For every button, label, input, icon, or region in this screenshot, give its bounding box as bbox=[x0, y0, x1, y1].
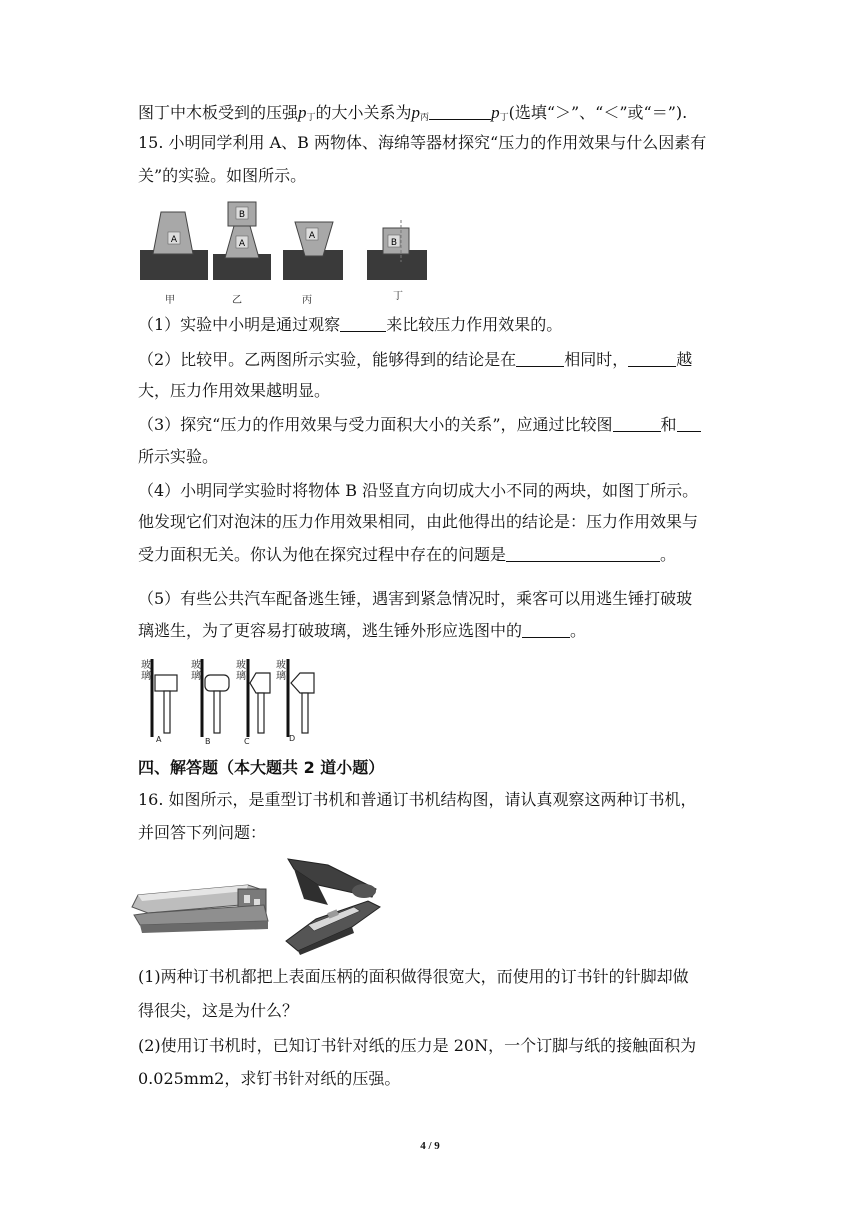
text-segment: 来比较压力作用效果的。 bbox=[386, 315, 563, 334]
block-b-label: B bbox=[238, 210, 246, 220]
subquestion-4-line-1: （4）小明同学实验时将物体 B 沿竖直方向切成大小不同的两块，如图丁所示。 bbox=[138, 481, 699, 500]
text-segment: （3）探究“压力的作用效果与受力面积大小的关系”，应通过比较图 bbox=[138, 415, 613, 434]
block-a-label: A bbox=[170, 235, 178, 245]
subscript: 丙 bbox=[420, 113, 430, 123]
figure-label-ding: 丁 bbox=[393, 291, 403, 302]
question-16-part-1-line-1: (1)两种订书机都把上表面压柄的面积做得很宽大，而使用的订书针的针脚却做 bbox=[138, 967, 689, 986]
section-heading: 四、解答题（本大题共 2 道小题） bbox=[138, 758, 385, 777]
answer-blank[interactable] bbox=[522, 621, 570, 638]
answer-blank[interactable] bbox=[340, 315, 386, 332]
glass-label: 玻璃 bbox=[191, 660, 201, 682]
hammer-handle-c bbox=[258, 693, 264, 733]
hammer-head-d bbox=[291, 673, 314, 693]
text-segment: 。 bbox=[660, 545, 677, 564]
glass-label: 玻璃 bbox=[236, 660, 246, 682]
figure-label-bing: 丙 bbox=[302, 295, 312, 306]
pressure-symbol: p bbox=[411, 103, 421, 122]
subquestion-3-line-2: 所示实验。 bbox=[138, 447, 219, 466]
block-b-label: B bbox=[390, 238, 398, 248]
normal-stapler bbox=[286, 859, 380, 955]
subscript: 丁 bbox=[306, 113, 316, 123]
subquestion-3-line-1 bbox=[138, 415, 701, 435]
pressure-experiment-figure bbox=[135, 198, 435, 303]
text-segment: 璃逃生，为了更容易打破玻璃，逃生锤外形应选图中的 bbox=[138, 621, 523, 640]
answer-blank[interactable] bbox=[613, 415, 661, 432]
hammer-handle-b bbox=[214, 691, 220, 733]
text-segment: 。 bbox=[570, 621, 587, 640]
question-15-line-1: 15. 小明同学利用 A、B 两物体、海绵等器材探究“压力的作用效果与什么因素有 bbox=[138, 133, 707, 152]
question-16-part-2-line-1: (2)使用订书机时，已知订书针对纸的压力是 20N，一个订脚与纸的接触面积为 bbox=[138, 1036, 697, 1055]
figure-label-yi: 乙 bbox=[232, 295, 242, 306]
answer-blank[interactable] bbox=[628, 350, 676, 367]
text-line-1 bbox=[138, 103, 687, 128]
question-16-part-1-line-2: 得很尖，这是为什么？ bbox=[138, 1001, 299, 1020]
option-label-d: D bbox=[289, 734, 296, 743]
subquestion-4-line-2: 他发现它们对泡沫的压力作用效果相同，由此他得出的结论是：压力作用效果与 bbox=[138, 512, 699, 531]
answer-blank[interactable] bbox=[677, 415, 701, 432]
question-15-line-2: 关”的实验。如图所示。 bbox=[138, 166, 307, 185]
text-segment: 图丁中木板受到的压强 bbox=[138, 103, 299, 122]
option-label-a: A bbox=[156, 735, 162, 744]
figure-label-jia: 甲 bbox=[165, 295, 175, 306]
answer-blank[interactable] bbox=[506, 545, 660, 562]
heavy-stapler bbox=[132, 885, 268, 933]
subscript: 丁 bbox=[499, 113, 509, 123]
answer-blank[interactable] bbox=[429, 103, 491, 120]
hammer-handle-d bbox=[302, 693, 308, 733]
text-segment: (选填“＞”、“＜”或“＝”). bbox=[508, 103, 688, 122]
subquestion-5-line-1: （5）有些公共汽车配备逃生锤，遇害到紧急情况时，乘客可以用逃生锤打破玻 bbox=[138, 589, 693, 608]
text-segment: 相同时， bbox=[564, 350, 629, 369]
text-segment: 和 bbox=[660, 415, 677, 434]
stapler-figure bbox=[128, 855, 408, 955]
page-number: 4 / 9 bbox=[420, 1140, 440, 1152]
text-segment: （2）比较甲。乙两图所示实验，能够得到的结论是在 bbox=[138, 350, 517, 369]
block-a-label: A bbox=[308, 231, 316, 241]
text-segment: 越 bbox=[676, 350, 693, 369]
hammer-head-b bbox=[205, 675, 229, 691]
option-label-b: B bbox=[205, 737, 211, 746]
subquestion-2-line-2: 大，压力作用效果越明显。 bbox=[138, 381, 331, 400]
text-segment: 的大小关系为 bbox=[315, 103, 412, 122]
subquestion-1 bbox=[138, 315, 562, 335]
pressure-symbol: p bbox=[298, 103, 307, 122]
text-segment: （1）实验中小明是通过观察 bbox=[138, 315, 341, 334]
text-segment: 受力面积无关。你认为他在探究过程中存在的问题是 bbox=[138, 545, 507, 564]
subquestion-2-line-1 bbox=[138, 350, 692, 370]
answer-blank[interactable] bbox=[516, 350, 564, 367]
subquestion-5-line-2 bbox=[138, 621, 586, 641]
hammer-head-c bbox=[250, 673, 270, 693]
question-16-part-2-line-2: 0.025mm2，求钉书针对纸的压强。 bbox=[138, 1069, 401, 1088]
question-16-line-2: 并回答下列问题： bbox=[138, 823, 267, 842]
glass-label: 玻璃 bbox=[141, 660, 151, 682]
pressure-symbol: p bbox=[491, 103, 500, 122]
block-a-label: A bbox=[238, 239, 246, 249]
glass-label: 玻璃 bbox=[276, 660, 286, 682]
subquestion-4-line-3 bbox=[138, 545, 676, 565]
question-16-line-1: 16. 如图所示，是重型订书机和普通订书机结构图，请认真观察这两种订书机， bbox=[138, 790, 697, 809]
hammer-handle-a bbox=[164, 691, 170, 733]
option-label-c: C bbox=[244, 737, 250, 746]
hammer-head-a bbox=[155, 675, 177, 691]
